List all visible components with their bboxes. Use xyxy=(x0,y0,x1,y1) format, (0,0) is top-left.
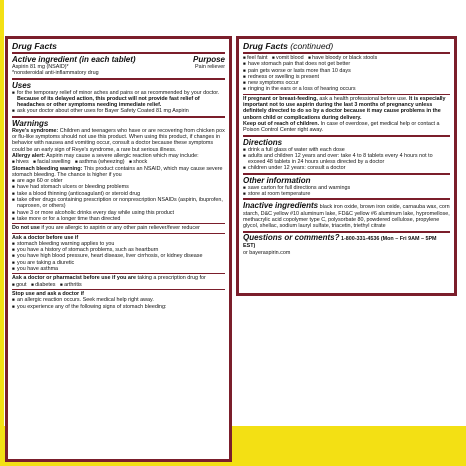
list-item: ■ children under 12 years: consult a doctor xyxy=(243,165,450,171)
stop-use-continued-list xyxy=(243,61,450,92)
directions-list xyxy=(243,147,450,172)
divider xyxy=(243,173,450,175)
list-item: ■ you are taking a diuretic xyxy=(12,260,225,266)
divider xyxy=(12,52,225,54)
keep-out-of-reach: Keep out of reach of children. In case of overdose, get medical help or contact a Poison Control Center right away. xyxy=(243,120,440,134)
divider xyxy=(243,94,450,95)
drug-facts-continued-panel xyxy=(236,36,457,296)
list-item: ■ redness or swelling is present xyxy=(243,74,450,80)
list-item: ■ stomach bleeding warning applies to you xyxy=(12,241,225,247)
stop-use-list xyxy=(12,297,225,310)
inactive-ingredients: Inactive ingredients black iron oxide, brown iron oxide, carnauba wax, corn starch, D&C yellow #10 aluminum lake, FD&C yellow #6 aluminum lake, hypromellose, methacrylic acid copolymer type C, polysorbate 80, powdered cellulose, propylene glycol, shellac, sodium lauryl sulfate, triacetin, triethyl citrate xyxy=(243,201,450,230)
uses-list xyxy=(12,90,225,115)
questions-row: Questions or comments? 1-800-331-4536 (Mon – Fri 9AM – 5PM EST) xyxy=(243,232,437,249)
pregnancy-warning: If pregnant or breast-feeding, ask a health professional before use. It is especially important not to use aspirin during the last 3 months of pregnancy unless definitely directed to do so by a doctor because it may cause problems in the unborn child or complications during delivery. xyxy=(243,95,446,121)
list-item: ■ drink a full glass of water with each dose xyxy=(243,147,450,153)
list-item: ■ you have high blood pressure, heart disease, liver cirrhosis, or kidney disease xyxy=(12,253,225,259)
ask-doctor-list xyxy=(12,241,225,272)
list-item: ■ take more or for a longer time than directed xyxy=(12,216,225,222)
divider xyxy=(12,223,225,224)
list-item: ■ you experience any of the following signs of stomach bleeding: xyxy=(12,304,225,310)
divider xyxy=(243,52,450,54)
purpose-value: Pain reliever xyxy=(195,64,225,70)
list-item: ■ have 3 or more alcoholic drinks every day while using this product xyxy=(12,210,225,216)
reye-warning: Reye's syndrome: Children and teenagers who have or are recovering from chicken pox or flu-like symptoms should not use this product. When using this product, if changes in behavior with nausea and vomiting occur, consult a doctor because these symptoms could be an early sign of Reye's syndrome, a rare but serious illness. xyxy=(12,127,225,153)
drug-facts-panel xyxy=(5,36,232,462)
directions-heading: Directions xyxy=(243,137,283,147)
list-item: ■ take other drugs containing prescription or nonprescription NSAIDs (aspirin, ibuprofen, naproxen, or others) xyxy=(12,197,225,210)
active-ingredient-heading: Active ingredient (in each tablet) xyxy=(12,55,136,64)
purpose-heading: Purpose xyxy=(192,55,225,64)
divider xyxy=(243,198,450,200)
stop-use-heading: Stop use and ask a doctor if xyxy=(12,290,84,297)
list-item: ■ for the temporary relief of minor aches and pains or as recommended by your doctor. Because of its delayed action, this product will not provide fast relief of headaches or other symptoms needing immediate relief. xyxy=(12,90,225,109)
divider xyxy=(12,273,225,274)
stomach-bleeding-warning: Stomach bleeding warning: This product contains an NSAID, which may cause severe stomach bleeding. The chance is higher if you xyxy=(12,165,223,178)
list-item: ■ ask your doctor about other uses for Bayer Safety Coated 81 mg Aspirin xyxy=(12,108,225,114)
allergy-items: ■ hives ■ facial swelling ■ asthma (wheezing) ■ shock xyxy=(12,159,225,165)
list-item: ■ take a blood thinning (anticoagulant) or steroid drug xyxy=(12,191,225,197)
list-item: ■ store at room temperature xyxy=(243,191,450,197)
drug-facts-continued-title: Drug Facts (continued) xyxy=(243,41,334,51)
list-item: ■ an allergic reaction occurs. Seek medical help right away. xyxy=(12,297,225,303)
ask-pharmacist: Ask a doctor or pharmacist before use if you are taking a prescription drug for xyxy=(12,275,206,282)
divider xyxy=(243,135,450,137)
divider xyxy=(12,78,225,80)
nsaid-note: *nonsteroidal anti-inflammatory drug xyxy=(12,70,99,77)
active-ingredient: Aspirin 81 mg (NSAID)* xyxy=(12,64,69,70)
list-item: ■ pain gets worse or lasts more than 10 days xyxy=(243,68,450,74)
allergy-alert: Allergy alert: Aspirin may cause a severe allergic reaction which may include: xyxy=(12,152,199,159)
list-item: ■ new symptoms occur xyxy=(243,80,450,86)
list-item: ■ have had stomach ulcers or bleeding problems xyxy=(12,184,225,190)
active-ingredient-header xyxy=(12,55,225,64)
other-information-list xyxy=(243,185,450,198)
do-not-use: Do not use if you are allergic to aspirin or any other pain reliever/fever reducer xyxy=(12,225,200,232)
drug-facts-title: Drug Facts xyxy=(12,41,57,51)
stomach-list xyxy=(12,178,225,222)
divider xyxy=(12,289,225,290)
divider xyxy=(12,233,225,234)
list-item: ■ you have asthma xyxy=(12,266,225,272)
website-line: or bayeraspirin.com xyxy=(243,249,291,256)
ask-doctor-heading: Ask a doctor before use if xyxy=(12,234,79,241)
yellow-edge-left xyxy=(0,0,4,466)
warnings-heading: Warnings xyxy=(12,118,49,128)
uses-heading: Uses xyxy=(12,80,32,90)
list-item: ■ save carton for full directions and warnings xyxy=(243,185,450,191)
stop-use-continued-row: ■ feel faint ■ vomit blood ■ have bloody or black stools xyxy=(243,55,450,61)
list-item: ■ ringing in the ears or a loss of hearing occurs xyxy=(243,86,450,92)
ask-pharmacist-items: ■ gout ■ diabetes ■ arthritis xyxy=(12,282,225,288)
list-item: ■ you have a history of stomach problems, such as heartburn xyxy=(12,247,225,253)
list-item: ■ adults and children 12 years and over: take 4 to 8 tablets every 4 hours not to exceed 48 tablets in 24 hours unless directed by a doctor xyxy=(243,153,450,166)
divider xyxy=(12,116,225,118)
list-item: ■ are age 60 or older xyxy=(12,178,225,184)
other-information-heading: Other information xyxy=(243,175,311,185)
list-item: ■ have stomach pain that does not get better xyxy=(243,61,450,67)
